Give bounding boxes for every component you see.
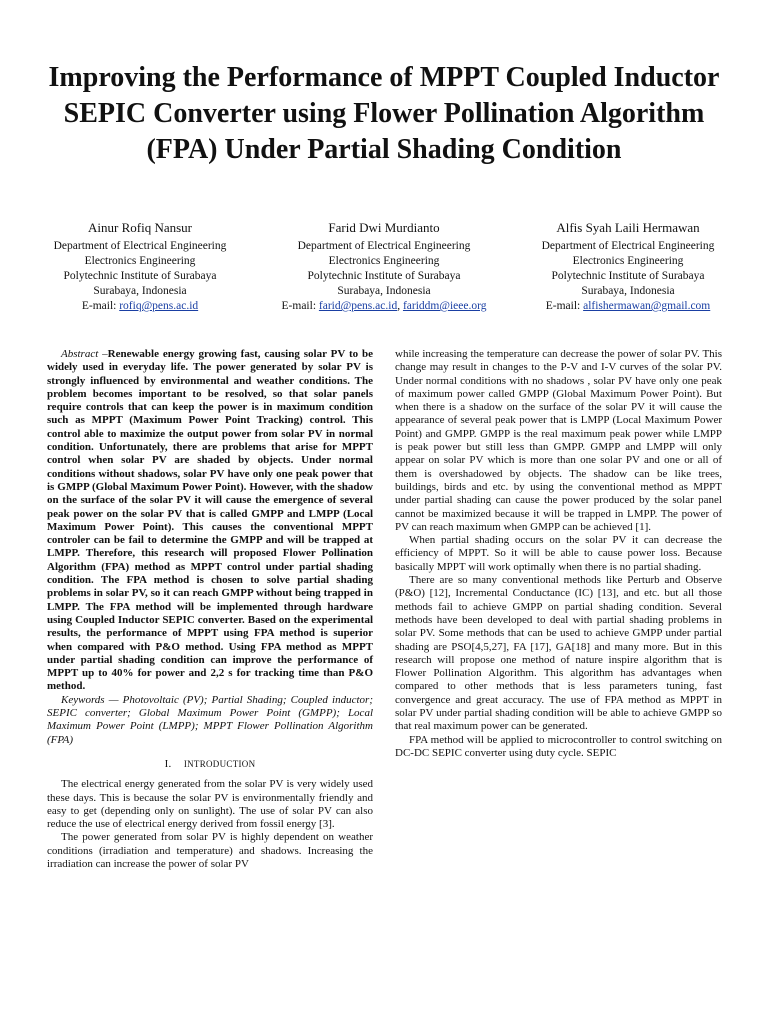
author-city: Surabaya, Indonesia	[581, 285, 675, 297]
email-link[interactable]: rofiq@pens.ac.id	[119, 300, 199, 312]
author-institute: Polytechnic Institute of Surabaya	[63, 270, 217, 282]
abstract	[47, 348, 373, 694]
author-institute: Polytechnic Institute of Surabaya	[307, 270, 461, 282]
paper-title: Improving the Performance of MPPT Coupled Inductor SEPIC Converter using Flower Pollination Algorithm (FPA) Under Partial Shading Condition	[48, 62, 720, 165]
email-label: E-mail:	[81, 300, 117, 312]
section-title: INTRODUCTION	[183, 758, 256, 769]
author-city: Surabaya, Indonesia	[93, 285, 187, 297]
email-label: E-mail:	[281, 300, 317, 312]
keywords: Keywords — Photovoltaic (PV); Partial Shading; Coupled inductor; SEPIC converter; Global Maximum Power Point (GMPP); Local Maximum Power Point (LMPP); MPPT Flower Pollination Algorithm (FPA)	[47, 693, 373, 746]
author-name: Farid Dwi Murdianto	[328, 220, 440, 235]
body-paragraph: The power generated from solar PV is highly dependent on weather conditions (irradiation and temperature) and shadows. Increasing the irradiation can increase the power of solar PV	[47, 831, 373, 870]
section-heading	[47, 758, 373, 771]
email-separator: ,	[397, 300, 401, 312]
email-link[interactable]: farid@pens.ac.id	[318, 300, 398, 312]
author-field: Electronics Engineering	[84, 255, 196, 267]
body-paragraph: There are so many conventional methods like Perturb and Observe (P&O) [12], Incremental Conductance (IC) [13], and etc. but all those methods fail to achieve GMPP on partial shading condition. Several methods have been developed to deal with partial shading problems in solar PV. Some methods that can be used to achieve GMPP under partial shading are PSO[4,5,27], FA [17], GA[18] and many more. But in this research will propose one method of nature inspire algorithm that is Flower Pollination Algorithm. This algorithm has advantages when compared to other methods that is less parameters tuning, fast convergence and great accuracy. The use of FPA method as MPPT in solar PV under partial shading condition will be able to achieve GMPP so that real maximum power can be generated.	[395, 574, 722, 733]
author-2	[264, 219, 504, 314]
abstract-text: Renewable energy growing fast, causing solar PV to be widely used in everyday life. The power generated by solar PV is strongly influenced by environmental and weather conditions. The problem becomes important to be resolved, so that solar panels require controls that can keep the power is in maximum condition such as MPPT (Maximum Power Point Tracking) control. This control able to maximize the output power from solar PV in normal condition. Unfortunately, there are problems that arise for MPPT control when solar PV are shaded by objects. Under normal conditions without shadows, solar PV have only one peak power that is GMPP (Global Maximum Power Point). However, with the shadow on the surface of the solar PV it will cause the emergence of several peak power on the solar PV that is called GMPP and LMPP (Local Maximum Power Point). This causes the conventional MPPT controler can be fail to determine the GMPP and will be trapped at LMPP. Therefore, this research will proposed Flower Pollination Algorithm (FPA) method as MPPT control under partial shading condition. The FPA method is chosen to solve partial shading problems in solar PV, so it can reach GMPP without being trapped in LMPP. The FPA method will be implemented through hardware using Coupled Inductor SEPIC converter. Based on the experimental results, the performance of MPPT using FPA method is superior when compared with P&O method. Using FPA method as MPPT under partial shading condition can improve the performance of MPPT up to 40% for power and 2,2 s for tracking time than P&O method.	[47, 348, 373, 693]
author-field: Electronics Engineering	[328, 255, 440, 267]
author-email-line	[508, 299, 748, 314]
body-paragraph: When partial shading occurs on the solar PV it can decrease the efficiency of MPPT. So it will be able to cause power loss. Because basically MPPT will work optimally when there is no partial shading.	[395, 534, 722, 573]
author-1	[20, 219, 260, 314]
body-paragraph: The electrical energy generated from the solar PV is very widely used these days. This is because the solar PV is environmentally friendly and easy to get (depending only on sunlight). The use of solar PV can also reduce the use of electrical energy derived from fossil energy [3].	[47, 778, 373, 831]
author-name: Ainur Rofiq Nansur	[88, 220, 192, 235]
author-department: Department of Electrical Engineering	[297, 240, 471, 252]
left-column	[47, 348, 373, 871]
author-department: Department of Electrical Engineering	[541, 240, 715, 252]
author-department: Department of Electrical Engineering	[53, 240, 227, 252]
author-email-line	[264, 299, 504, 314]
author-email-line	[20, 299, 260, 314]
email-link[interactable]: alfishermawan@gmail.com	[583, 300, 711, 312]
author-field: Electronics Engineering	[572, 255, 684, 267]
author-city: Surabaya, Indonesia	[337, 285, 431, 297]
author-3	[508, 219, 748, 314]
author-name: Alfis Syah Laili Hermawan	[556, 220, 700, 235]
author-block	[20, 219, 748, 314]
body-paragraph: FPA method will be applied to microcontroller to control switching on DC-DC SEPIC converter using duty cycle. SEPIC	[395, 733, 722, 759]
body-paragraph: while increasing the temperature can decrease the power of solar PV. This change may result in changes to the P-V and I-V curves of the solar PV. Under normal conditions with no shadows , solar PV have only one peak of maximum power called GMPP (Global Maximum Power Point). But when there is a shadow on the surface of the solar PV it will cause the appearance of several peak power that is LMPP (Local Maximum Power Point) and GMPP. GMPP is the real maximum peak power while LMPP is peak power but still less than GMPP. GMPP and LMPP will only appear on solar PV which is more than one solar PV and one or all of them is overshadowed by objects. The shadow can be like trees, buildings, birds and etc. by using the conventional method as MPPT under partial shading can cause the power produced by the solar panel cannot be maximized because it will be trapped in LMPP. The power of PV can reach maximum when GMPP can be achieved [1].	[395, 348, 722, 533]
author-institute: Polytechnic Institute of Surabaya	[551, 270, 705, 282]
email-label: E-mail:	[545, 300, 581, 312]
right-column	[395, 348, 722, 760]
section-number: I.	[164, 757, 172, 770]
email-link-secondary[interactable]: fariddm@ieee.org	[402, 300, 487, 312]
abstract-lead: Abstract –	[61, 348, 108, 360]
